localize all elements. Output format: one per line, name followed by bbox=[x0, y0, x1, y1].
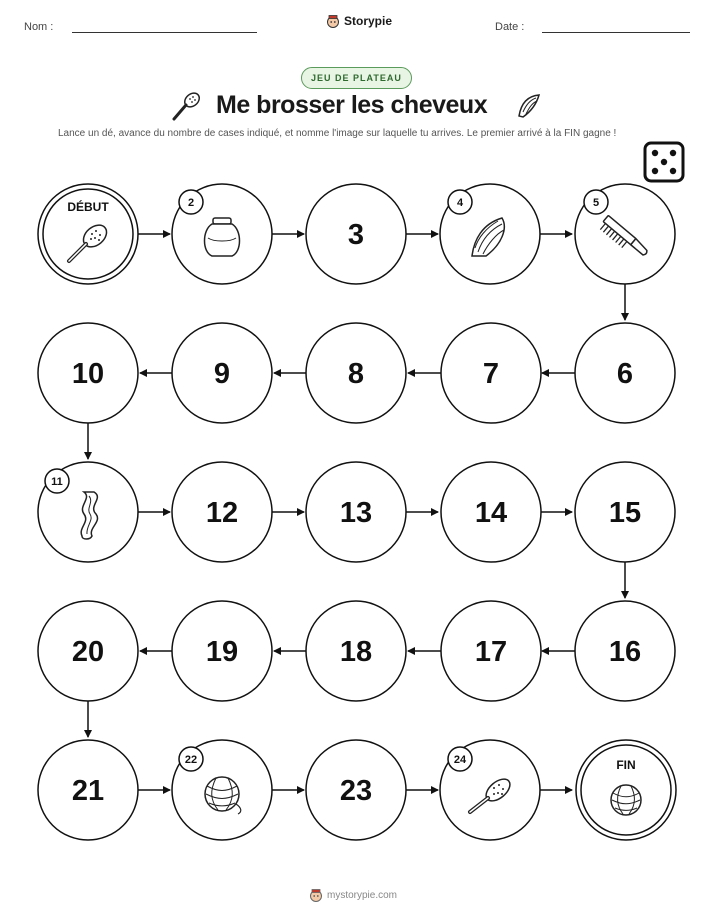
board-cell-20[interactable] bbox=[38, 601, 138, 701]
board-cell-23[interactable] bbox=[306, 740, 406, 840]
page-title: Me brosser les cheveux bbox=[216, 91, 488, 119]
footer-url[interactable]: mystorypie.com bbox=[327, 889, 398, 901]
cell-number: 12 bbox=[205, 497, 239, 529]
cell-number: 19 bbox=[205, 636, 239, 668]
cell-number-badge: 4 bbox=[456, 197, 464, 209]
end-label: FIN bbox=[616, 758, 636, 772]
cell-number: 15 bbox=[608, 497, 642, 529]
cell-number: 18 bbox=[339, 636, 373, 668]
cell-number: 3 bbox=[347, 219, 365, 251]
cell-number-badge: 11 bbox=[51, 476, 63, 488]
cell-number: 17 bbox=[474, 636, 508, 668]
cell-number: 6 bbox=[616, 358, 634, 390]
board-cell-start[interactable] bbox=[38, 184, 138, 284]
board-cell-18[interactable] bbox=[306, 601, 406, 701]
cell-number-badge: 5 bbox=[592, 197, 600, 209]
cell-number: 13 bbox=[339, 497, 373, 529]
game-type-badge: JEU DE PLATEAU bbox=[301, 67, 412, 89]
board-cell-24[interactable] bbox=[440, 740, 540, 840]
cell-number-badge: 2 bbox=[187, 197, 195, 209]
storypie-footer-logo-icon bbox=[309, 888, 323, 902]
cell-number: 20 bbox=[71, 636, 105, 668]
board-cell-13[interactable] bbox=[306, 462, 406, 562]
board-cell-22[interactable] bbox=[172, 740, 272, 840]
board-cell-9[interactable] bbox=[172, 323, 272, 423]
cell-number-badge: 24 bbox=[453, 754, 467, 766]
board-cell-21[interactable] bbox=[38, 740, 138, 840]
board-cell-8[interactable] bbox=[306, 323, 406, 423]
end-yarn-ball-icon bbox=[611, 785, 641, 815]
board-cell-5[interactable] bbox=[575, 184, 675, 284]
cell-number: 23 bbox=[339, 775, 373, 807]
start-label: DÉBUT bbox=[67, 200, 109, 214]
board-cell-19[interactable] bbox=[172, 601, 272, 701]
cell-number: 21 bbox=[71, 775, 105, 807]
board-cell-17[interactable] bbox=[441, 601, 541, 701]
board-cell-12[interactable] bbox=[172, 462, 272, 562]
instructions: Lance un dé, avance du nombre de cases indiqué, et nomme l'image sur laquelle tu arrives. Le premier arrivé à la FIN gagne ! bbox=[58, 128, 617, 139]
cell-number: 9 bbox=[213, 358, 231, 390]
board-cell-2[interactable] bbox=[172, 184, 272, 284]
board-cell-10[interactable] bbox=[38, 323, 138, 423]
cell-number: 14 bbox=[474, 497, 508, 529]
board-cell-end[interactable] bbox=[576, 740, 676, 840]
board-cell-7[interactable] bbox=[441, 323, 541, 423]
board-cell-3[interactable] bbox=[306, 184, 406, 284]
board-cell-4[interactable] bbox=[440, 184, 540, 284]
brand-name: Storypie bbox=[344, 14, 393, 28]
footer bbox=[309, 888, 397, 902]
date-label: Date : bbox=[495, 21, 525, 33]
board-cell-15[interactable] bbox=[575, 462, 675, 562]
name-label: Nom : bbox=[24, 21, 54, 33]
cell-number: 10 bbox=[71, 358, 105, 390]
board-cell-14[interactable] bbox=[441, 462, 541, 562]
cell-number: 16 bbox=[608, 636, 642, 668]
cell-number: 7 bbox=[482, 358, 500, 390]
cell-number: 8 bbox=[347, 358, 365, 390]
board-cell-6[interactable] bbox=[575, 323, 675, 423]
board-cell-16[interactable] bbox=[575, 601, 675, 701]
board-cell-11[interactable] bbox=[38, 462, 138, 562]
cell-number-badge: 22 bbox=[184, 754, 198, 766]
